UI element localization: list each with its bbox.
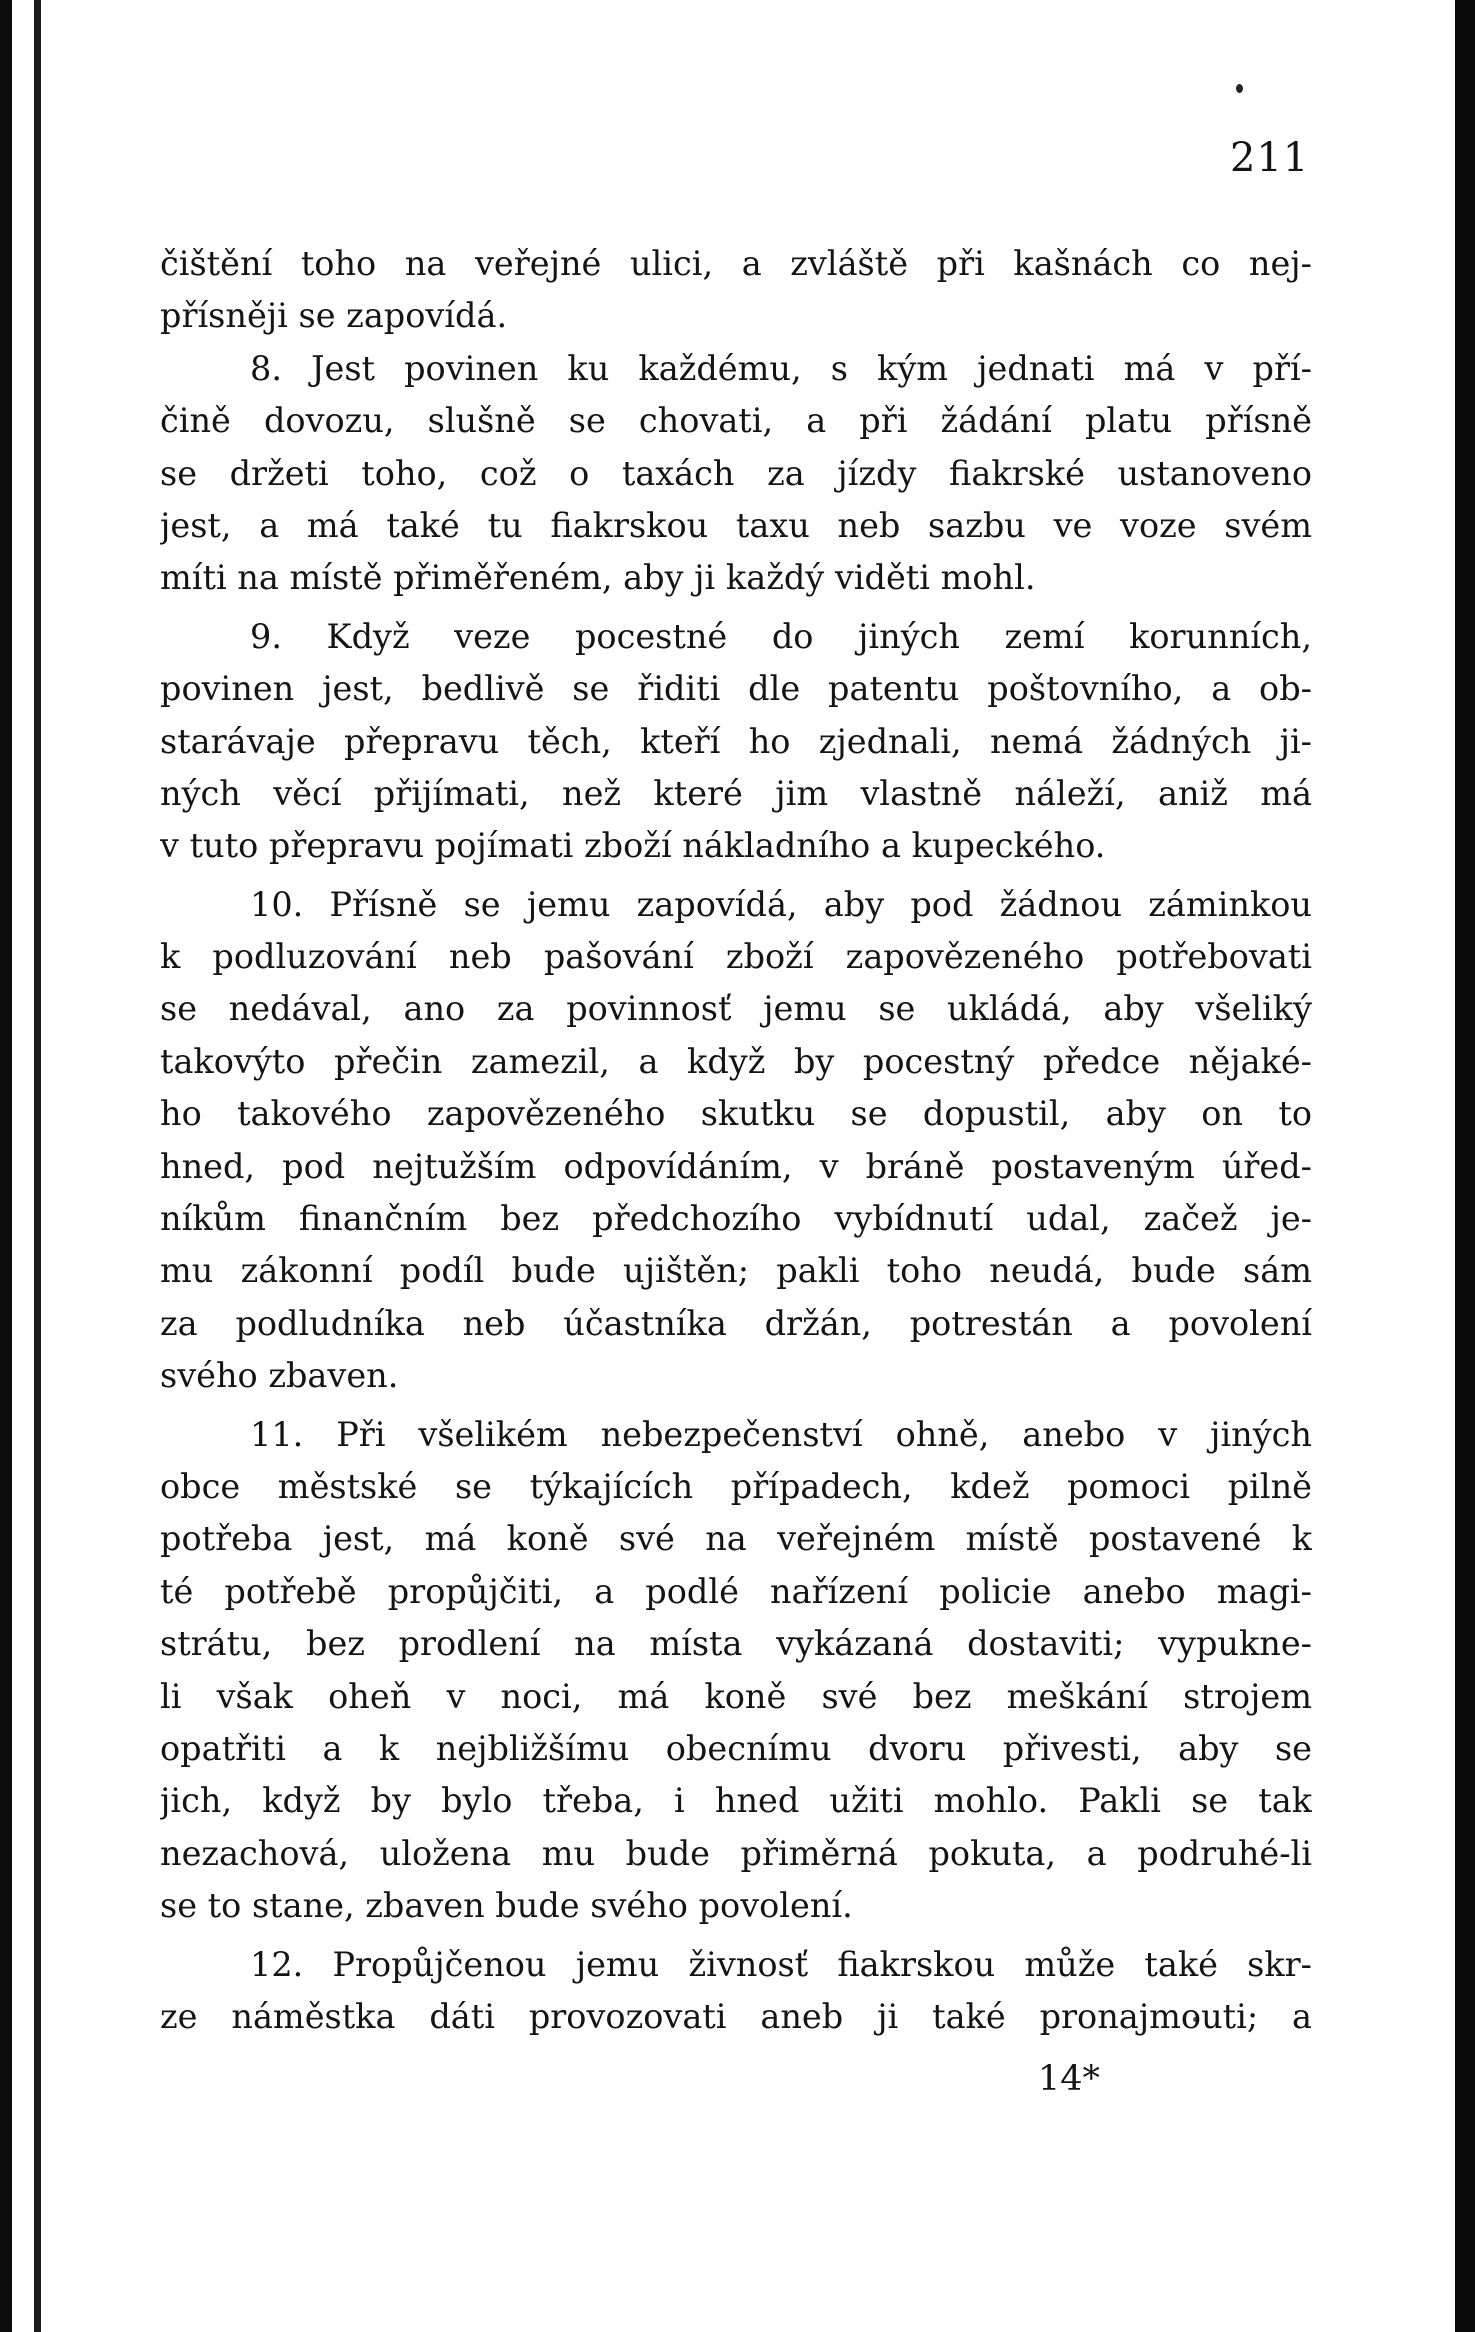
- text-line: jest, a má také tu fiakrskou taxu neb sazbu ve voze svém: [160, 505, 1312, 545]
- text-line: 12. Propůjčenou jemu živnosť fiakrskou může také skr-: [250, 1944, 1312, 1984]
- text-line: se nedával, ano za povinnosť jemu se ukládá, aby všeliký: [160, 989, 1312, 1029]
- printer-signature-mark: 14*: [1038, 2059, 1101, 2099]
- text-line: starávaje přepravu těch, kteří ho zjednali, nemá žádných ji-: [160, 721, 1312, 761]
- ink-speck-top: [1236, 84, 1243, 93]
- text-line: svého zbaven.: [160, 1356, 399, 1396]
- text-line: nezachová, uložena mu bude přiměrná pokuta, a podruhé-li: [160, 1833, 1312, 1873]
- paragraph-p7-end: [160, 238, 1312, 343]
- text-line: se to stane, zbaven bude svého povolení.: [160, 1886, 853, 1926]
- text-line: li však oheň v noci, má koně své bez meškání strojem: [160, 1676, 1312, 1716]
- text-line: se držeti toho, což o taxách za jízdy fiakrské ustanoveno: [160, 453, 1312, 493]
- text-line: míti na místě přiměřeném, aby ji každý viděti mohl.: [160, 558, 1036, 598]
- paragraph-p9: [160, 611, 1312, 873]
- text-line: ných věcí přijímati, než které jim vlastně náleží, aniž má: [160, 773, 1312, 813]
- text-line: obce městské se týkajících případech, kdež pomoci pilně: [160, 1466, 1312, 1506]
- text-line: k podluzování neb pašování zboží zapovězeného potřebovati: [160, 937, 1312, 977]
- text-line: strátu, bez prodlení na místa vykázaná dostaviti; vypukne-: [160, 1624, 1312, 1664]
- body-text: [160, 238, 1312, 2043]
- text-line: níkům finančním bez předchozího vybídnutí udal, začež je-: [160, 1199, 1312, 1239]
- paragraph-p12: [160, 1939, 1312, 2044]
- text-line: za podludníka neb účastníka držán, potrestán a povolení: [160, 1303, 1312, 1343]
- page-number: 211: [1230, 135, 1310, 181]
- text-line: v tuto přepravu pojímati zboží nákladního a kupeckého.: [160, 826, 1106, 866]
- text-line: opatřiti a k nejbližšímu obecnímu dvoru přivesti, aby se: [160, 1728, 1312, 1768]
- text-line: čištění toho na veřejné ulici, a zvláště při kašnách co nej-: [160, 244, 1312, 283]
- text-line: ze náměstka dáti provozovati aneb ji také pronajmouti; a: [160, 1996, 1312, 2036]
- paragraph-p11: [160, 1409, 1312, 1933]
- text-line: 10. Přísně se jemu zapovídá, aby pod žádnou záminkou: [250, 884, 1312, 924]
- scan-border-right: [1455, 0, 1475, 2332]
- text-line: 9. Když veze pocestné do jiných zemí korunních,: [250, 616, 1312, 656]
- text-line: té potřebě propůjčiti, a podlé nařízení policie anebo magi-: [160, 1571, 1312, 1611]
- text-line: přísněji se zapovídá.: [160, 296, 508, 336]
- text-line: takovýto přečin zamezil, a když by pocestný předce nějaké-: [160, 1041, 1312, 1081]
- text-line: potřeba jest, má koně své na veřejném místě postavené k: [160, 1519, 1312, 1559]
- text-line: čině dovozu, slušně se chovati, a při žádání platu přísně: [160, 401, 1312, 441]
- text-line: mu zákonní podíl bude ujištěn; pakli toho neudá, bude sám: [160, 1251, 1312, 1291]
- paragraph-p8: [160, 343, 1312, 605]
- text-line: povinen jest, bedlivě se řiditi dle patentu poštovního, a ob-: [160, 669, 1312, 709]
- text-line: 8. Jest povinen ku každému, s kým jednati má v pří-: [250, 348, 1312, 388]
- text-line: 11. Při všelikém nebezpečenství ohně, anebo v jiných: [250, 1414, 1312, 1454]
- scan-border-left-inner: [34, 0, 41, 2332]
- scan-border-left: [0, 0, 12, 2332]
- text-line: jich, když by bylo třeba, i hned užiti mohlo. Pakli se tak: [160, 1781, 1312, 1821]
- paragraph-p10: [160, 879, 1312, 1403]
- text-line: ho takového zapovězeného skutku se dopustil, aby on to: [160, 1094, 1312, 1134]
- text-line: hned, pod nejtužším odpovídáním, v bráně postaveným úřed-: [160, 1146, 1312, 1186]
